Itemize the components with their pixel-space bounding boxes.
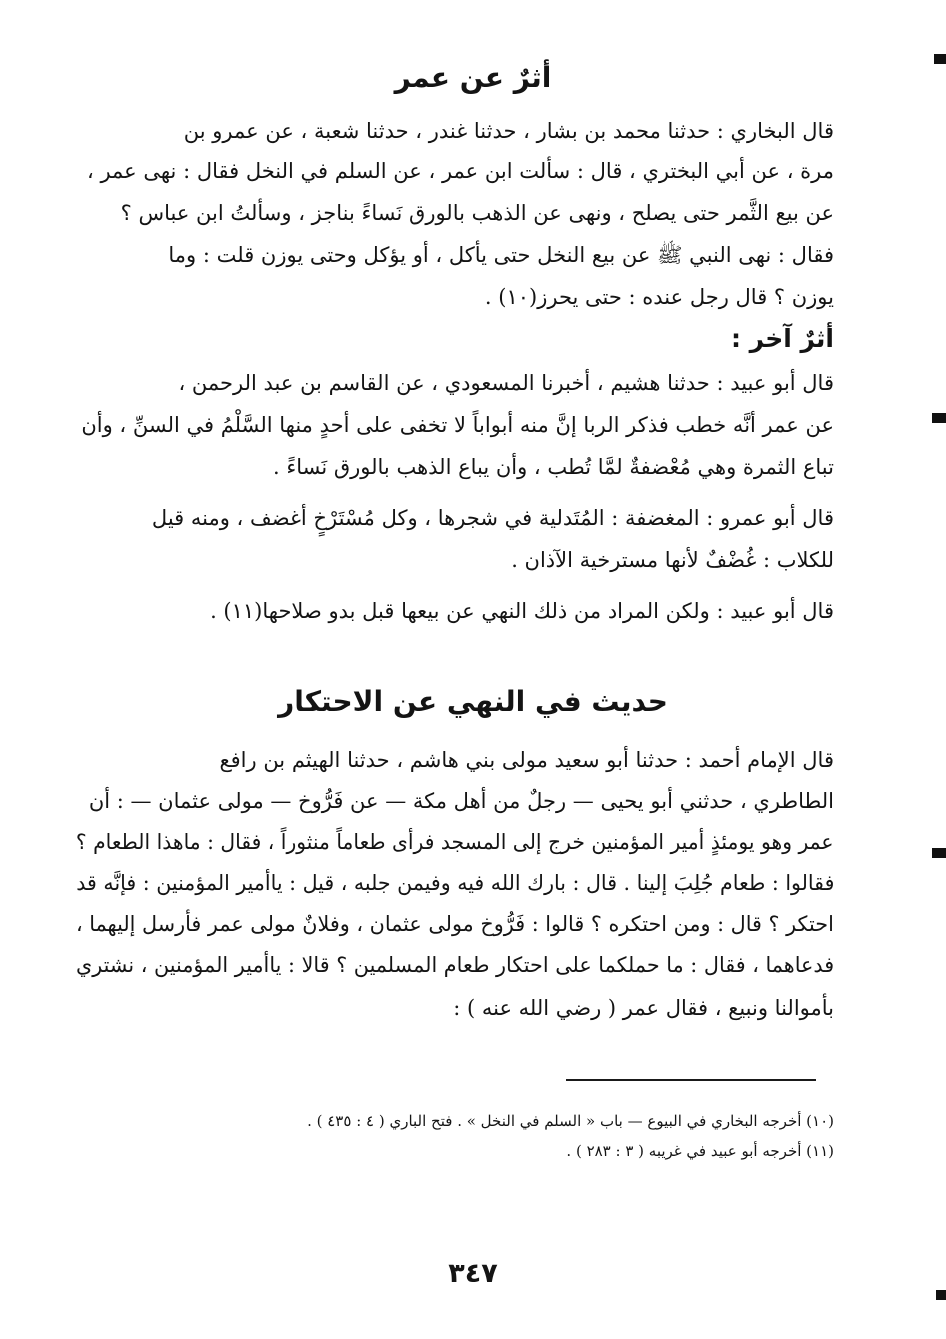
text-line: فقالوا : طعام جُلِبَ إلينا . قال : بارك الله فيه وفيمن جلبه ، قيل : ياأمير المؤمنين : فإنَّه قد xyxy=(75,871,834,895)
section-title-ihtikar: حديث في النهي عن الاحتكار xyxy=(278,685,668,718)
text-line: عن عمر أنَّه خطب فذكر الربا إنَّ منه أبواباً لا تخفى على أحدٍ منها السَّلْمُ في السنِّ ، وأن xyxy=(81,413,834,437)
text-line: تباع الثمرة وهي مُعْضفةٌ لمَّا تُطب ، وأن يباع الذهب بالورق نَساءً . xyxy=(272,455,834,479)
text-line: عن بيع الثَّمر حتى يصلح ، ونهى عن الذهب بالورق نَساءً بناجز ، وسألتُ ابن عباس ؟ xyxy=(120,201,834,225)
text-line: فدعاهما ، فقال : ما حملكما على احتكار طعام المسلمين ؟ قالا : ياأمير المؤمنين ، نشتري xyxy=(75,953,834,977)
text-line: للكلاب : غُضْفٌ لأنها مسترخية الآذان . xyxy=(511,548,834,572)
text-line: مرة ، عن أبي البختري ، قال : سألت ابن عمر ، عن السلم في النخل فقال : نهى عمر ، xyxy=(86,159,834,183)
text-line: قال أبو عبيد : ولكن المراد من ذلك النهي عن بيعها قبل بدو صلاحها(١١) . xyxy=(210,599,834,623)
text-line: قال الإمام أحمد : حدثنا أبو سعيد مولى بني هاشم ، حدثنا الهيثم بن رافع xyxy=(219,748,834,772)
text-line: احتكر ؟ قال : ومن احتكره ؟ قالوا : فَرُّوخ مولى عثمان ، وفلانٌ مولى عمر فأرسل إليهما ، xyxy=(76,912,834,936)
text-line: بأموالنا ونبيع ، فقال عمر ( رضي الله عنه ) : xyxy=(453,996,834,1020)
footnote: (١١) أخرجه أبو عبيد في غريبه ( ٣ : ٢٨٣ ) . xyxy=(566,1142,834,1160)
text-line: قال أبو عمرو : المغضفة : المُتَدلية في شجرها ، وكل مُسْتَرْخٍ أغضف ، ومنه قيل xyxy=(151,506,834,530)
scan-edge-mark xyxy=(936,1290,946,1300)
section-title-athar-umar: أثرٌ عن عمر xyxy=(394,61,552,94)
scan-edge-mark xyxy=(934,54,946,64)
section-title-athar-akhar: أثرٌ آخر : xyxy=(730,324,834,353)
text-line: قال أبو عبيد : حدثنا هشيم ، أخبرنا المسعودي ، عن القاسم بن عبد الرحمن ، xyxy=(178,371,834,395)
scan-edge-mark xyxy=(932,848,946,858)
scan-edge-mark xyxy=(932,413,946,423)
footnote-separator xyxy=(566,1079,816,1081)
text-line: عمر وهو يومئذٍ أمير المؤمنين خرج إلى المسجد فرأى طعاماً منثوراً ، فقال : ماهذا الطعام ؟ xyxy=(76,830,834,854)
page-number: ٣٤٧ xyxy=(448,1258,498,1289)
text-line: الطاطري ، حدثني أبو يحيى — رجلٌ من أهل مكة — عن فَرُّوخ — مولى عثمان — : أن xyxy=(88,789,834,813)
footnote: (١٠) أخرجه البخاري في البيوع — باب « السلم في النخل » . فتح الباري ( ٤ : ٤٣٥ ) . xyxy=(307,1112,834,1130)
text-line: قال البخاري : حدثنا محمد بن بشار ، حدثنا غندر ، حدثنا شعبة ، عن عمرو بن xyxy=(183,119,834,143)
text-line: فقال : نهى النبي ﷺ عن بيع النخل حتى يأكل ، أو يؤكل وحتى يوزن قلت : وما xyxy=(168,243,834,267)
text-line: يوزن ؟ قال رجل عنده : حتى يحرز(١٠) . xyxy=(484,285,834,309)
